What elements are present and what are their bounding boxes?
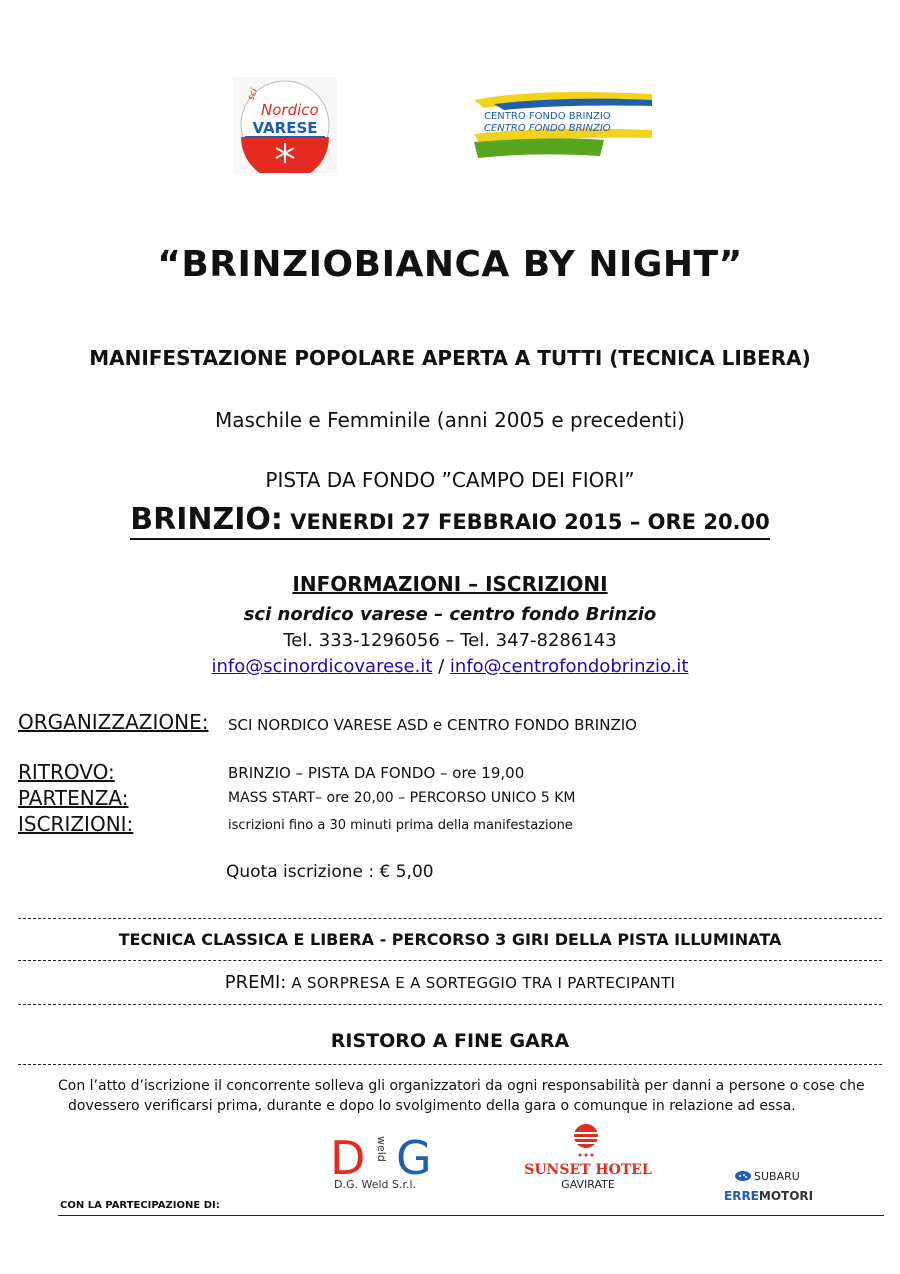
premi-label: PREMI:	[224, 972, 287, 993]
svg-text:G: G	[396, 1132, 432, 1185]
organizzazione-text: SCI NORDICO VARESE ASD e CENTRO FONDO BRINZIO	[228, 716, 637, 734]
email-separator: /	[432, 656, 450, 677]
footer-rule	[58, 1215, 884, 1216]
dashed-divider	[18, 960, 882, 961]
dashed-divider	[18, 1064, 882, 1065]
date-place: BRINZIO:	[130, 502, 283, 537]
tecnica-text: TECNICA CLASSICA E LIBERA - PERCORSO 3 GIRI DELLA PISTA ILLUMINATA	[118, 930, 782, 949]
dashed-divider	[18, 918, 882, 919]
subaru-erremotori-logo	[716, 1166, 816, 1206]
venue-text: PISTA DA FONDO ”CAMPO DEI FIORI”	[265, 468, 635, 492]
event-subtitle: MANIFESTAZIONE POPOLARE APERTA A TUTTI (TECNICA LIBERA)	[89, 346, 811, 370]
email-link-scinordico[interactable]: info@scinordicovarese.it	[211, 656, 433, 677]
disclaimer	[58, 1076, 888, 1116]
event-title: “BRINZIOBIANCA BY NIGHT”	[157, 244, 743, 285]
info-emails	[0, 656, 900, 677]
svg-text:Nordico: Nordico	[261, 101, 319, 119]
date-text: VENERDI 27 FEBBRAIO 2015 – ORE 20.00	[282, 510, 770, 534]
svg-text:SUBARU: SUBARU	[754, 1170, 800, 1183]
partenza-label: PARTENZA:	[18, 786, 129, 810]
svg-text:CENTRO FONDO BRINZIO: CENTRO FONDO BRINZIO	[484, 111, 611, 122]
iscrizioni-text: iscrizioni fino a 30 minuti prima della manifestazione	[228, 818, 573, 833]
info-title: INFORMAZIONI – ISCRIZIONI	[292, 572, 608, 596]
disclaimer-line: Con l’atto d’iscrizione il concorrente solleva gli organizzatori da ogni responsabilità per danni a persone o cose che	[58, 1078, 865, 1094]
svg-text:CENTRO FONDO BRINZIO: CENTRO FONDO BRINZIO	[484, 123, 611, 134]
centro-fondo-brinzio-logo	[474, 90, 652, 160]
email-link-centrofondo[interactable]: info@centrofondobrinzio.it	[449, 656, 689, 677]
categories-text: Maschile e Femminile (anni 2005 e precedenti)	[215, 408, 685, 432]
quota-text: Quota iscrizione : € 5,00	[226, 862, 434, 882]
organizzazione-label: ORGANIZZAZIONE:	[18, 710, 209, 734]
dgweld-logo	[330, 1132, 454, 1192]
premi-text: A SORPRESA E A SORTEGGIO TRA I PARTECIPANTI	[286, 974, 676, 992]
premi-line	[0, 972, 900, 993]
date-line	[0, 502, 900, 540]
partecipazione-label: CON LA PARTECIPAZIONE DI:	[60, 1200, 220, 1211]
svg-text:sci: sci	[246, 87, 260, 103]
svg-text:D.G. Weld S.r.l.: D.G. Weld S.r.l.	[334, 1178, 417, 1191]
sunset-hotel-logo	[516, 1122, 662, 1194]
ristoro-text: RISTORO A FINE GARA	[330, 1030, 570, 1052]
svg-text:weld: weld	[375, 1136, 388, 1162]
iscrizioni-label: ISCRIZIONI:	[18, 812, 134, 836]
svg-text:ERREMOTORI: ERREMOTORI	[724, 1189, 814, 1203]
disclaimer-line: dovessero verificarsi prima, durante e dopo lo svolgimento della gara o comunque in relazione ad essa.	[68, 1098, 796, 1114]
ritrovo-text: BRINZIO – PISTA DA FONDO – ore 19,00	[228, 764, 525, 782]
svg-text:GAVIRATE: GAVIRATE	[561, 1178, 615, 1191]
dashed-divider	[18, 1004, 882, 1005]
svg-text:SUNSET HOTEL: SUNSET HOTEL	[524, 1162, 652, 1178]
partenza-text: MASS START– ore 20,00 – PERCORSO UNICO 5 KM	[228, 790, 576, 806]
info-organizers: sci nordico varese – centro fondo Brinzio	[243, 604, 657, 625]
subaru-stars-icon	[735, 1171, 751, 1181]
sun-icon	[572, 1124, 600, 1148]
ritrovo-label: RITROVO:	[18, 760, 115, 784]
svg-text:D: D	[330, 1132, 366, 1185]
info-phones: Tel. 333-1296056 – Tel. 347-8286143	[283, 630, 617, 651]
sci-nordico-varese-logo	[233, 77, 337, 173]
svg-text:VARESE: VARESE	[252, 119, 318, 137]
